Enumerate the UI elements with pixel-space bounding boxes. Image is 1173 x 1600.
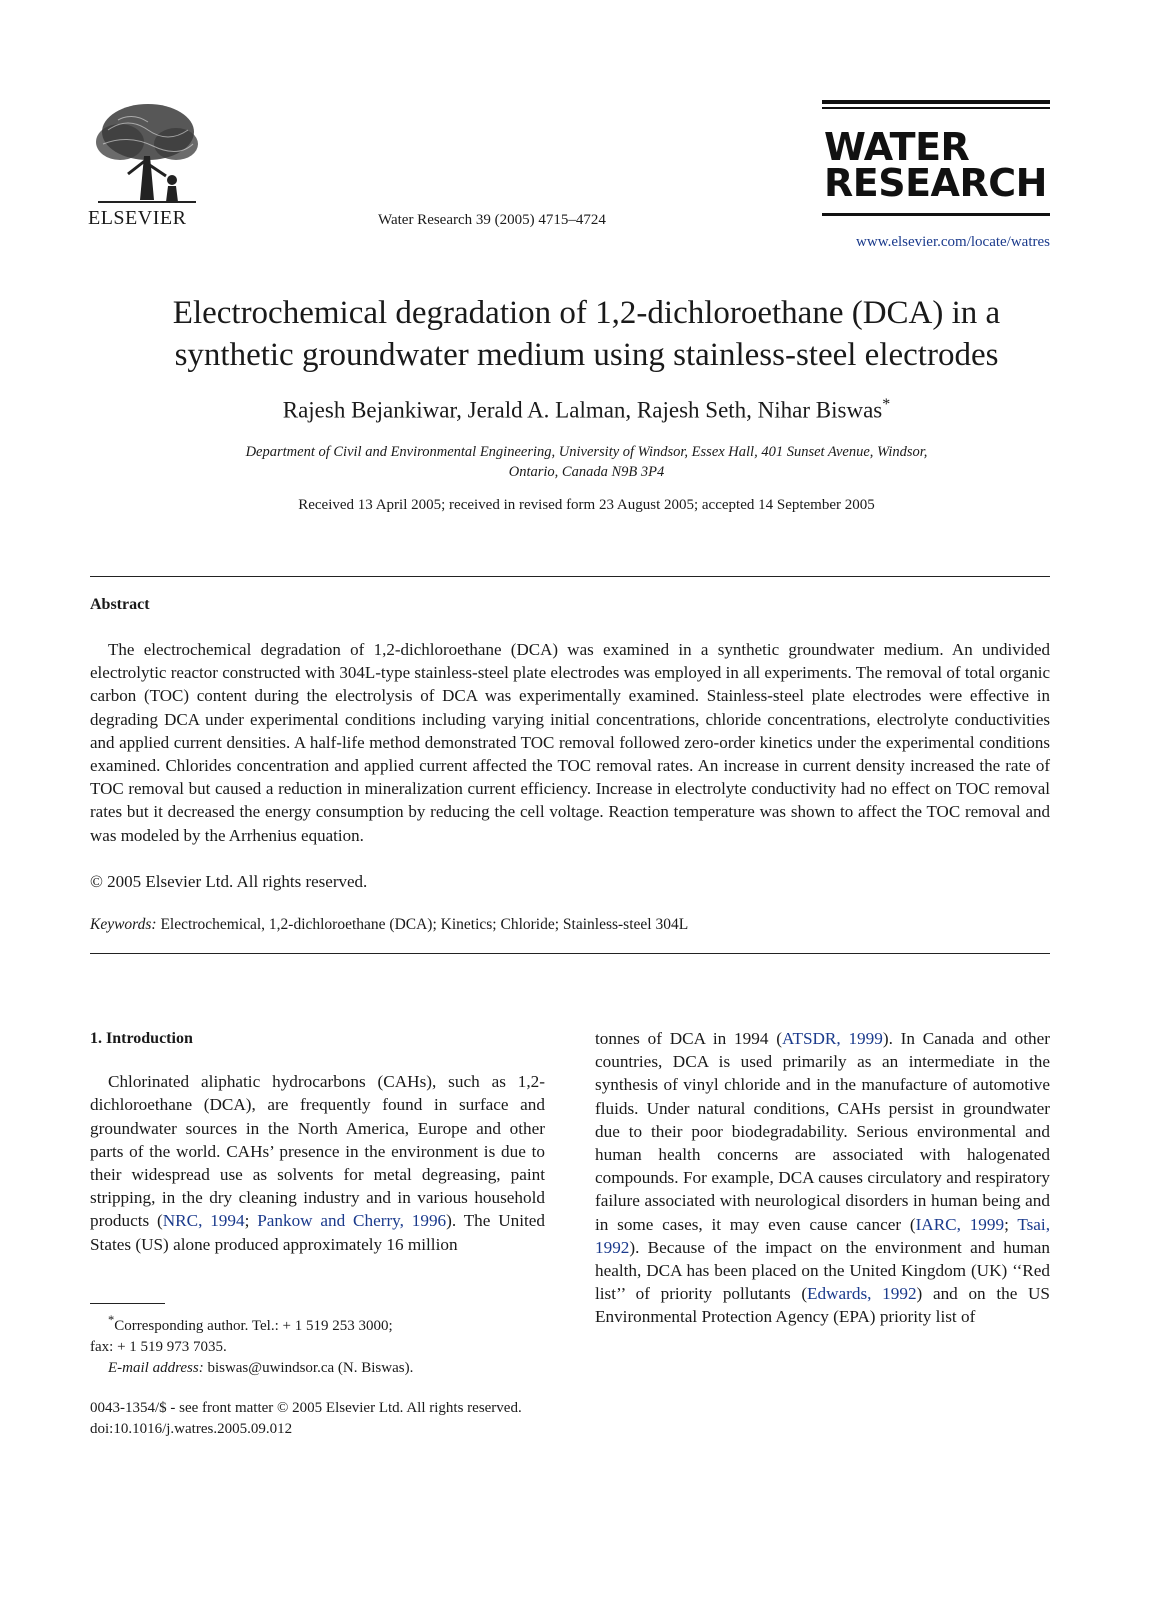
title-line1: Electrochemical degradation of 1,2-dichloroethane (DCA) in a (172, 295, 1001, 331)
journal-url-link[interactable]: www.elsevier.com/locate/watres (856, 234, 1050, 250)
issn-line: 0043-1354/$ - see front matter © 2005 Elsevier Ltd. All rights reserved. (90, 1400, 522, 1416)
intro-text-f: ) and on the US Environmental Protection Agency (EPA) priority list of (595, 1284, 1050, 1327)
abstract-heading: Abstract (90, 596, 150, 613)
ref-link-atsdr-1999[interactable]: ATSDR, 1999 (781, 1029, 883, 1048)
journal-name-line2: RESEARCH (824, 161, 1047, 205)
section-heading-introduction: 1. Introduction (90, 1030, 193, 1047)
journal-citation: Water Research 39 (2005) 4715–4724 (378, 212, 606, 228)
keywords-list: Electrochemical, 1,2-dichloroethane (DCA); Kinetics; Chloride; Stainless-steel 304L (160, 916, 689, 933)
keywords (90, 916, 688, 934)
intro-paragraph-1 (90, 1070, 545, 1256)
ref-separator-2: ; (1004, 1214, 1018, 1234)
journal-wordmark (824, 125, 1050, 205)
abstract-text: The electrochemical degradation of 1,2-dichloroethane (DCA) was examined in a synthetic groundwater medium. An undivided electrolytic reactor constructed with 304L-type stainless-steel plate electrodes was employed in all experiments. The removal of total organic carbon (TOC) content during the electrolysis of DCA was experimentally examined. Stainless-steel plate electrodes were effective in degrading DCA under experimental conditions including varying initial concentrations, chloride concentrations, electrolyte conductivities and applied current densities. A half-life method demonstrated TOC removal followed zero-order kinetics under the experimental conditions examined. Chlorides concentration and applied current affected the TOC removal rates. An increase in current density increased the rate of TOC removal but caused a reduction in mineralization current efficiency. Increase in electrolyte conductivity had no effect on TOC removal rates but it decreased the energy consumption by reducing the cell voltage. Reaction temperature was shown to affect the TOC removal and was modeled by the Arrhenius equation. (90, 640, 1050, 845)
brand-rule-top (822, 100, 1050, 104)
abstract-copyright: © 2005 Elsevier Ltd. All rights reserved. (90, 872, 368, 891)
brand-rule-bottom (822, 213, 1050, 216)
journal-name-line1: WATER (824, 125, 970, 169)
intro-text-c: tonnes of DCA in 1994 ( (595, 1029, 782, 1048)
ref-link-pankow-cherry-1996[interactable]: Pankow and Cherry, 1996 (257, 1211, 447, 1231)
intro-text-a: Chlorinated aliphatic hydrocarbons (CAHs), such as 1,2-dichloroethane (DCA), are frequently found in surface and groundwater sources in the North America, Europe and other parts of the world. CAHs’ presence in the environment is due to their widespread use as solvents for metal degreasing, paint stripping, in the dry cleaning industry and in various household products ( (90, 1072, 545, 1231)
publisher-name: ELSEVIER (88, 207, 187, 229)
footnote-fax: fax: + 1 519 973 7035. (90, 1339, 227, 1355)
journal-brand (822, 100, 1050, 251)
article-dates: Received 13 April 2005; received in revised form 23 August 2005; accepted 14 September 2005 (298, 497, 875, 513)
title-line2: synthetic groundwater medium using stainless-steel electrodes (174, 337, 999, 373)
abstract-top-rule (90, 576, 1050, 577)
abstract-bottom-rule (90, 953, 1050, 954)
keywords-label: Keywords: (90, 916, 157, 933)
footnote-phone: Corresponding author. Tel.: + 1 519 253 3000; (114, 1318, 393, 1334)
right-column (595, 1027, 1050, 1329)
doi-line[interactable]: doi:10.1016/j.watres.2005.09.012 (90, 1421, 293, 1437)
left-column (90, 1027, 545, 1256)
ref-link-iarc-1999[interactable]: IARC, 1999 (915, 1214, 1005, 1234)
authors: Rajesh Bejankiwar, Jerald A. Lalman, Rajesh Seth, Nihar Biswas (282, 397, 883, 423)
ref-link-nrc-1994[interactable]: NRC, 1994 (162, 1211, 245, 1231)
ref-link-tsai-1992[interactable]: Tsai, 1992 (595, 1214, 1050, 1257)
footnote-rule (90, 1303, 165, 1304)
footnote-email[interactable]: biswas@uwindsor.ca (N. Biswas). (207, 1360, 414, 1376)
corresponding-author-mark[interactable]: * (882, 396, 891, 413)
author-list (60, 396, 1113, 424)
footnote-email-label: E-mail address: (108, 1360, 204, 1376)
intro-text-d: ). In Canada and other countries, DCA is used primarily as an intermediate in the synthesis of vinyl chloride and in the manufacture of automotive fluids. Under natural conditions, CAHs persist in groundwater due to their poor biodegradability. Serious environmental and human health concerns are associated with halogenated compounds. For example, DCA causes circulatory and respiratory failure associated with neurological disorders in human being and in some cases, it may even cause cancer ( (595, 1029, 1050, 1234)
article-title (60, 292, 1113, 376)
intro-paragraph-1-continued (595, 1027, 1050, 1329)
ref-link-edwards-1992[interactable]: Edwards, 1992 (807, 1284, 917, 1304)
footnote-mark: * (108, 1313, 115, 1327)
intro-text-e: ). Because of the impact on the environment and human health, DCA has been placed on the United Kingdom (UK) ‘‘Red list’’ of priority pollutants ( (595, 1237, 1050, 1304)
ref-separator: ; (244, 1211, 258, 1231)
brand-rule-top-thin (822, 107, 1050, 109)
affiliation-line1: Department of Civil and Environmental Engineering, University of Windsor, Essex Hall, 401 Sunset Avenue, Windsor, (245, 444, 928, 460)
intro-text-b: ). The United States (US) alone produced approximately 16 million (90, 1211, 546, 1254)
front-matter-info (90, 1398, 522, 1440)
affiliation (120, 442, 1053, 482)
affiliation-line2: Ontario, Canada N9B 3P4 (508, 464, 665, 480)
footnote (90, 1310, 545, 1379)
